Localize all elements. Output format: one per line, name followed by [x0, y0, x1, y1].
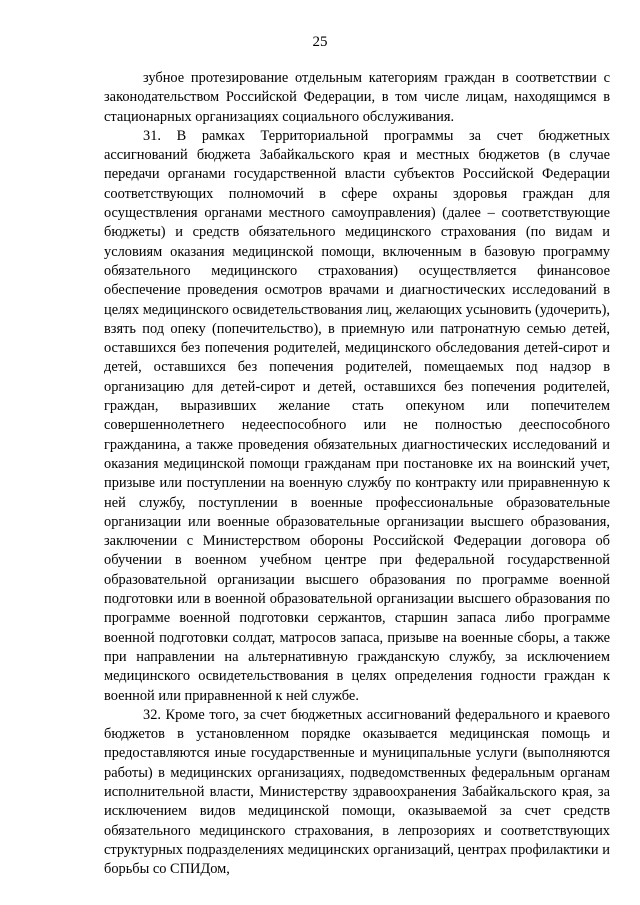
paragraph-32: 32. Кроме того, за счет бюджетных ассигнований федерального и краевого бюджетов в установленном порядке оказывается медицинская помощь и предоставляются иные государственные и муниципальные услуги (выполняются работы) в медицинских организациях, подведомственных федеральным органам исполнительной власти, Министерству здравоохранения Забайкальского края, за исключением видов медицинской помощи, оказываемой за счет средств обязательного медицинского страхования, в лепрозориях и соответствующих структурных подразделениях медицинских организаций, центрах профилактики и борьбы со СПИДом,	[104, 706, 610, 878]
paragraph-31: 31. В рамках Территориальной программы за счет бюджетных ассигнований бюджета Забайкальского края и местных бюджетов (в случае передачи органами государственной власти субъектов Российской Федерации соответствующих полномочий в сфере охраны здоровья граждан для осуществления органами местного самоуправления) (далее – соответствующие бюджеты) и средств обязательного медицинского страхования (по видам и условиям оказания медицинской помощи, включенным в базовую программу обязательного медицинского страхования) осуществляется финансовое обеспечение проведения осмотров врачами и диагностических исследований в целях медицинского освидетельствования лиц, желающих усыновить (удочерить), взять под опеку (попечительство), в приемную или патронатную семью детей, оставшихся без попечения родителей, медицинского обследования детей-сирот и детей, оставшихся без попечения родителей, помещаемых под надзор в организацию для детей-сирот и детей, оставшихся без попечения родителей, граждан, выразивших желание стать опекуном или попечителем совершеннолетнего недееспособного или не полностью дееспособного гражданина, а также проведения обязательных диагностических исследований и оказания медицинской помощи гражданам при постановке их на воинский учет, призыве или поступлении на военную службу по контракту или приравненную к ней службу, поступлении в военные профессиональные образовательные организации или военные образовательные организации высшего образования, заключении с Министерством обороны Российской Федерации договора об обучении в военном учебном центре при федеральной государственной образовательной организации высшего образования по программе военной подготовки или в военной образовательной организации высшего образования по программе военной подготовки сержантов, старшин запаса либо программе военной подготовки солдат, матросов запаса, призыве на военные сборы, а также при направлении на альтернативную гражданскую службу, за исключением медицинского освидетельствования в целях определения годности граждан к военной или приравненной к ней службе.	[104, 127, 610, 704]
paragraph-continuation: зубное протезирование отдельным категориям граждан в соответствии с законодательством Российской Федерации, в том числе лицам, находящимся в стационарных организациях социального обслуживания.	[104, 70, 610, 125]
document-body	[104, 69, 610, 879]
page-number: 25	[312, 34, 328, 50]
